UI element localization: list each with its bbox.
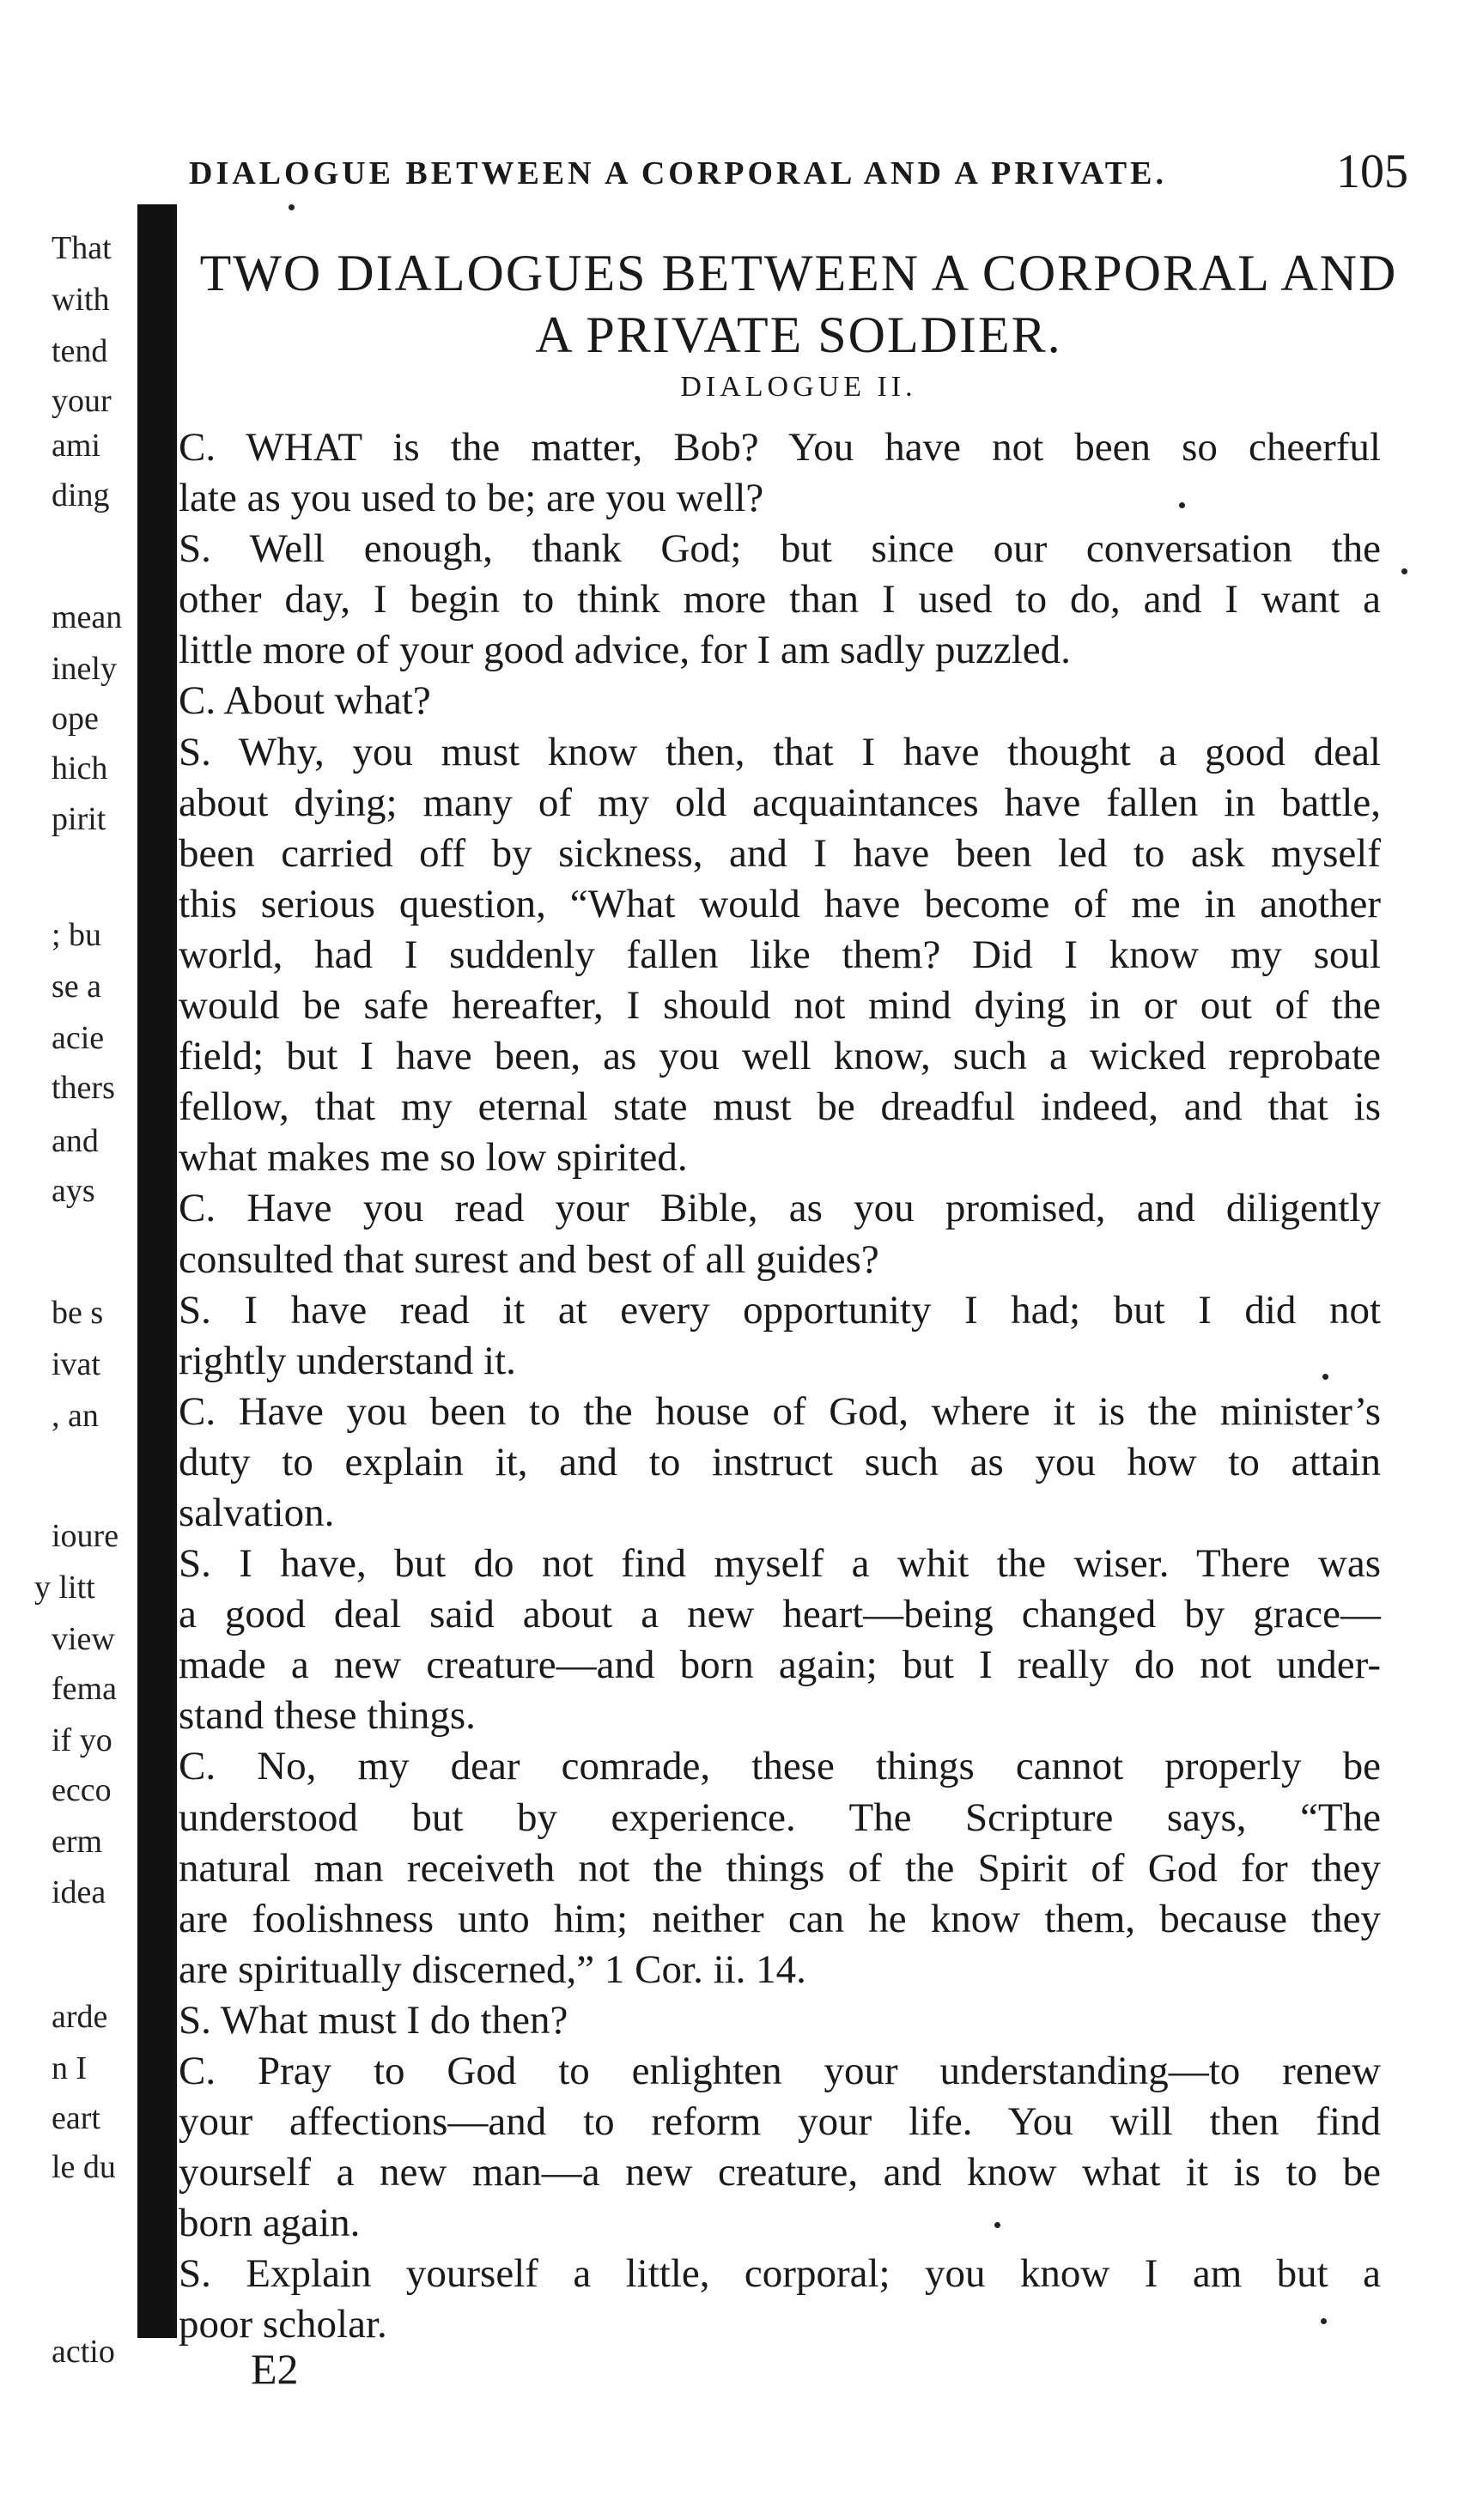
facing-page-fragment: your bbox=[52, 383, 112, 419]
facing-page-fragment: acie bbox=[52, 1020, 105, 1056]
facing-page-fragment: , an bbox=[52, 1398, 99, 1434]
signature-mark: E2 bbox=[251, 2345, 299, 2393]
facing-page-fragment: arde bbox=[52, 1999, 108, 2035]
print-speck bbox=[994, 2222, 1000, 2228]
text-line: a good deal said about a new heart—being changed by grace— bbox=[179, 1592, 1381, 1637]
text-line: what makes me so low spirited. bbox=[179, 1135, 688, 1181]
facing-page-fragment: eart bbox=[52, 2100, 100, 2136]
print-speck bbox=[1179, 502, 1185, 508]
text-line: duty to explain it, and to instruct such as you how to attain bbox=[179, 1439, 1381, 1485]
facing-page-fragment: thers bbox=[52, 1070, 115, 1106]
running-head bbox=[189, 144, 1408, 196]
facing-page-fragment: y litt bbox=[34, 1570, 95, 1606]
facing-page-fragment: tend bbox=[52, 333, 108, 369]
text-line: this serious question, “What would have become of me in another bbox=[179, 881, 1381, 926]
text-line: understood but by experience. The Scripture says, “The bbox=[179, 1794, 1381, 1840]
text-line: born again. bbox=[179, 2201, 361, 2246]
facing-page-fragment: ; bu bbox=[52, 917, 102, 953]
text-line: salvation. bbox=[179, 1490, 335, 1535]
facing-page-fragment: actio bbox=[52, 2334, 115, 2370]
text-line: would be safe hereafter, I should not mind dying in or out of the bbox=[179, 983, 1381, 1029]
facing-page-fragment: be s bbox=[52, 1295, 104, 1331]
text-line: yourself a new man—a new creature, and know what it is to be bbox=[179, 2150, 1381, 2195]
text-line: S. Well enough, thank God; but since our conversation the bbox=[179, 526, 1381, 572]
text-line: your affections—and to reform your life. You will then find bbox=[179, 2099, 1381, 2145]
text-line: S. Explain yourself a little, corporal; you know I am but a bbox=[179, 2251, 1381, 2297]
facing-page-fragment: idea bbox=[52, 1874, 106, 1910]
text-line: made a new creature—and born again; but I really do not under- bbox=[179, 1643, 1381, 1688]
facing-page-fragment: mean bbox=[52, 599, 123, 635]
facing-page-fragment: ding bbox=[52, 477, 110, 513]
dialogue-heading: DIALOGUE II. bbox=[680, 371, 917, 403]
facing-page-fragment: ivat bbox=[52, 1346, 100, 1382]
page-number: 105 bbox=[1336, 145, 1408, 198]
text-line: S. What must I do then? bbox=[179, 1997, 568, 2043]
text-line: stand these things. bbox=[179, 1693, 476, 1739]
text-line: S. I have read it at every opportunity I had; but I did not bbox=[179, 1287, 1381, 1333]
print-speck bbox=[289, 204, 295, 210]
text-line: fellow, that my eternal state must be dreadful indeed, and that is bbox=[179, 1084, 1381, 1130]
text-line: poor scholar. bbox=[179, 2302, 387, 2347]
section-title-line: TWO DIALOGUES BETWEEN A CORPORAL AND bbox=[199, 245, 1398, 301]
facing-page-fragment: That bbox=[52, 230, 112, 266]
facing-page-fragment: ioure bbox=[52, 1518, 119, 1554]
facing-page-fragment: ope bbox=[52, 701, 99, 737]
text-line: C. Have you been to the house of God, where it is the minister’s bbox=[179, 1388, 1381, 1434]
facing-page-fragment: with bbox=[52, 282, 110, 318]
facing-page-edge bbox=[0, 197, 137, 2387]
dialogue-text bbox=[179, 422, 1381, 2351]
text-line: are spiritually discerned,” 1 Cor. ii. 14. bbox=[179, 1946, 806, 1992]
print-speck bbox=[1401, 568, 1407, 574]
text-line: C. No, my dear comrade, these things cannot properly be bbox=[179, 1744, 1381, 1789]
text-line: C. Have you read your Bible, as you promised, and diligently bbox=[179, 1186, 1381, 1231]
facing-page-fragment: inely bbox=[52, 651, 117, 687]
text-line: been carried off by sickness, and I have been led to ask myself bbox=[179, 830, 1381, 876]
text-line: world, had I suddenly fallen like them? Did I know my soul bbox=[179, 932, 1381, 977]
text-line: C. About what? bbox=[179, 678, 431, 724]
print-speck bbox=[1322, 1374, 1328, 1380]
facing-page-fragment: n I bbox=[52, 2050, 88, 2086]
facing-page-fragment: ecco bbox=[52, 1772, 112, 1808]
text-line: consulted that surest and best of all guides? bbox=[179, 1236, 879, 1282]
facing-page-fragment: ays bbox=[52, 1173, 95, 1209]
text-line: C. Pray to God to enlighten your understanding—to renew bbox=[179, 2049, 1381, 2093]
facing-page-fragment: ami bbox=[52, 428, 100, 464]
text-line: late as you used to be; are you well? bbox=[179, 476, 764, 521]
text-line: other day, I begin to think more than I used to do, and I want a bbox=[179, 577, 1381, 622]
facing-page-fragment: and bbox=[52, 1123, 99, 1159]
text-line: about dying; many of my old acquaintances have fallen in battle, bbox=[179, 780, 1381, 825]
text-line: little more of your good advice, for I am sadly puzzled. bbox=[179, 628, 1071, 673]
print-speck bbox=[1321, 2318, 1327, 2324]
binding-gutter bbox=[137, 204, 177, 2338]
facing-page-fragment: pirit bbox=[52, 801, 106, 837]
facing-page-fragment: if yo bbox=[52, 1722, 112, 1758]
text-line: field; but I have been, as you well know, such a wicked reprobate bbox=[179, 1034, 1381, 1079]
facing-page-fragment: fema bbox=[52, 1671, 117, 1707]
text-line: S. I have, but do not find myself a whit the wiser. There was bbox=[179, 1541, 1381, 1587]
facing-page-fragment: view bbox=[52, 1621, 115, 1657]
facing-page-fragment: le du bbox=[52, 2149, 116, 2185]
text-line: rightly understand it. bbox=[179, 1338, 516, 1383]
text-line: natural man receiveth not the things of the Spirit of God for they bbox=[179, 1845, 1381, 1891]
facing-page-fragment: hich bbox=[52, 750, 108, 786]
running-title: DIALOGUE BETWEEN A CORPORAL AND A PRIVATE. bbox=[189, 155, 1167, 191]
section-title-line: A PRIVATE SOLDIER. bbox=[535, 307, 1062, 363]
section-title bbox=[180, 242, 1417, 366]
facing-page-fragment: se a bbox=[52, 969, 102, 1005]
facing-page-fragment: erm bbox=[52, 1824, 103, 1860]
text-line: S. Why, you must know then, that I have thought a good deal bbox=[179, 729, 1381, 774]
text-line: are foolishness unto him; neither can he know them, because they bbox=[179, 1896, 1381, 1941]
text-line: C. WHAT is the matter, Bob? You have not been so cheerful bbox=[179, 425, 1381, 470]
